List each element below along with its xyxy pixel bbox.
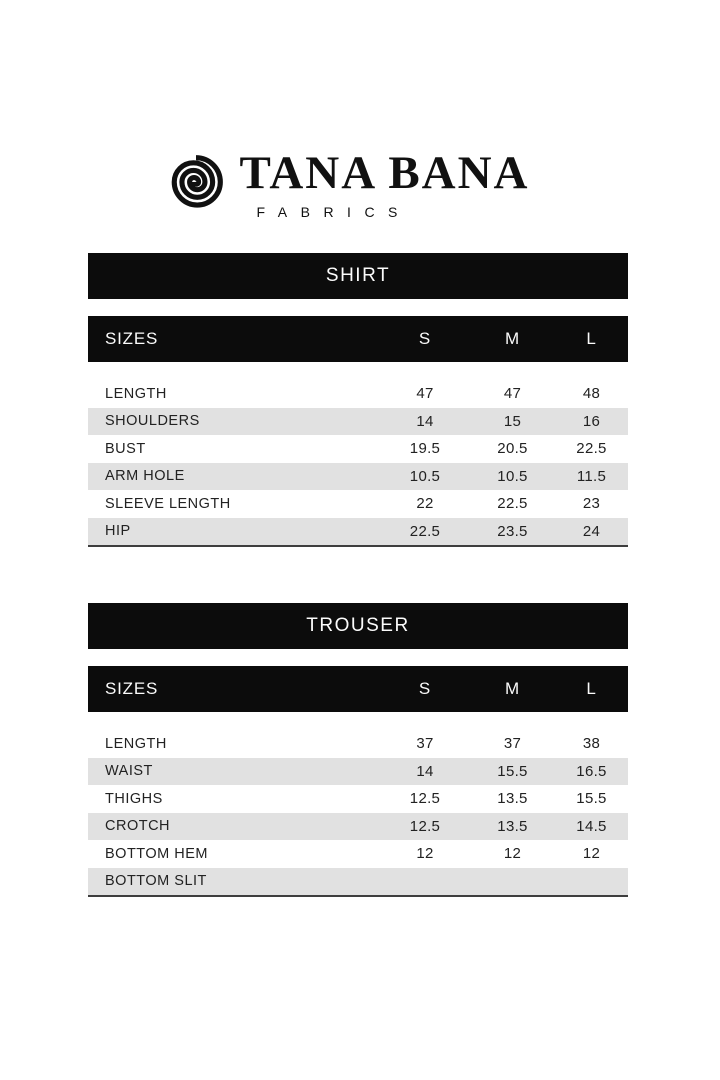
- size-value-m: 20.5: [497, 440, 528, 458]
- shirt-columns-header: [88, 316, 628, 362]
- size-value-s: 19.5: [409, 440, 441, 458]
- size-value-s: 10.5: [409, 467, 441, 485]
- size-value-l: 15.5: [576, 790, 607, 808]
- table-row: [88, 785, 628, 813]
- table-row: [88, 758, 628, 786]
- size-value-s: 12.5: [409, 790, 441, 808]
- table-row: [88, 435, 628, 463]
- size-value-s: 22.5: [409, 522, 441, 540]
- table-row: [88, 730, 628, 758]
- size-value-m: 23.5: [497, 522, 528, 540]
- table-row: [88, 490, 628, 518]
- size-value-m: 22.5: [497, 495, 528, 513]
- size-value-l: 24: [582, 522, 601, 540]
- size-value-l: 11.5: [576, 467, 607, 485]
- row-label: BOTTOM SLIT: [105, 873, 207, 890]
- size-value-l: 48: [582, 385, 601, 403]
- table-row: [88, 408, 628, 436]
- size-value-m: 47: [503, 385, 522, 403]
- size-value-m: 15: [503, 412, 522, 430]
- column-header-l: L: [586, 329, 597, 348]
- table-row: [88, 518, 628, 546]
- brand-subtitle: FABRICS: [256, 204, 411, 220]
- spiral-icon: [164, 150, 228, 214]
- column-header-m: M: [505, 329, 520, 348]
- shirt-rows: [88, 380, 628, 547]
- size-value-s: 14: [416, 762, 434, 780]
- size-value-s: 14: [416, 412, 434, 430]
- shirt-title-bar: [88, 253, 628, 299]
- brand-wordmark: [239, 147, 530, 220]
- column-header-s: S: [418, 679, 432, 698]
- size-value-m: 13.5: [497, 790, 528, 808]
- trouser-title: TROUSER: [306, 615, 410, 636]
- size-value-l: 16: [582, 412, 601, 430]
- row-label: BOTTOM HEM: [105, 845, 209, 862]
- size-value-m: 12: [503, 845, 522, 863]
- shirt-size-table: [88, 253, 628, 547]
- size-value-m: 37: [503, 735, 522, 753]
- size-value-m: 10.5: [497, 467, 528, 485]
- size-value-l: 14.5: [576, 817, 607, 835]
- trouser-columns-header: [88, 666, 628, 712]
- row-label: ARM HOLE: [105, 468, 185, 485]
- table-row: [88, 840, 628, 868]
- trouser-title-bar: [88, 603, 628, 649]
- table-row: [88, 868, 628, 896]
- size-value-l: 22.5: [576, 440, 607, 458]
- size-value-s: 12: [416, 845, 434, 863]
- row-label: BUST: [105, 440, 146, 457]
- row-label: WAIST: [105, 763, 153, 780]
- size-value-s: 37: [416, 735, 434, 753]
- size-value-m: 15.5: [497, 762, 528, 780]
- size-value-m: 13.5: [497, 817, 528, 835]
- brand-logo: [164, 147, 530, 220]
- trouser-rows: [88, 730, 628, 897]
- row-label: CROTCH: [105, 818, 171, 835]
- table-row: [88, 380, 628, 408]
- size-value-s: 47: [416, 385, 434, 403]
- table-row: [88, 463, 628, 491]
- size-value-s: 22: [416, 495, 434, 513]
- size-value-l: 16.5: [576, 762, 607, 780]
- trouser-size-table: [88, 603, 628, 897]
- size-value-l: 23: [582, 495, 601, 513]
- row-label: THIGHS: [105, 790, 163, 807]
- column-header-m: M: [505, 679, 520, 698]
- shirt-title: SHIRT: [325, 265, 391, 286]
- sizes-header-label: SIZES: [105, 679, 159, 698]
- size-value-l: 38: [582, 735, 601, 753]
- row-label: LENGTH: [105, 385, 167, 402]
- row-label: HIP: [105, 523, 131, 540]
- row-label: SHOULDERS: [105, 413, 200, 430]
- row-label: SLEEVE LENGTH: [105, 495, 231, 512]
- size-value-s: 12.5: [409, 817, 441, 835]
- table-row: [88, 813, 628, 841]
- size-value-l: 12: [582, 845, 601, 863]
- column-header-l: L: [586, 679, 597, 698]
- row-label: LENGTH: [105, 735, 167, 752]
- column-header-s: S: [418, 329, 432, 348]
- sizes-header-label: SIZES: [105, 329, 159, 348]
- brand-name: TANA BANA: [239, 147, 530, 199]
